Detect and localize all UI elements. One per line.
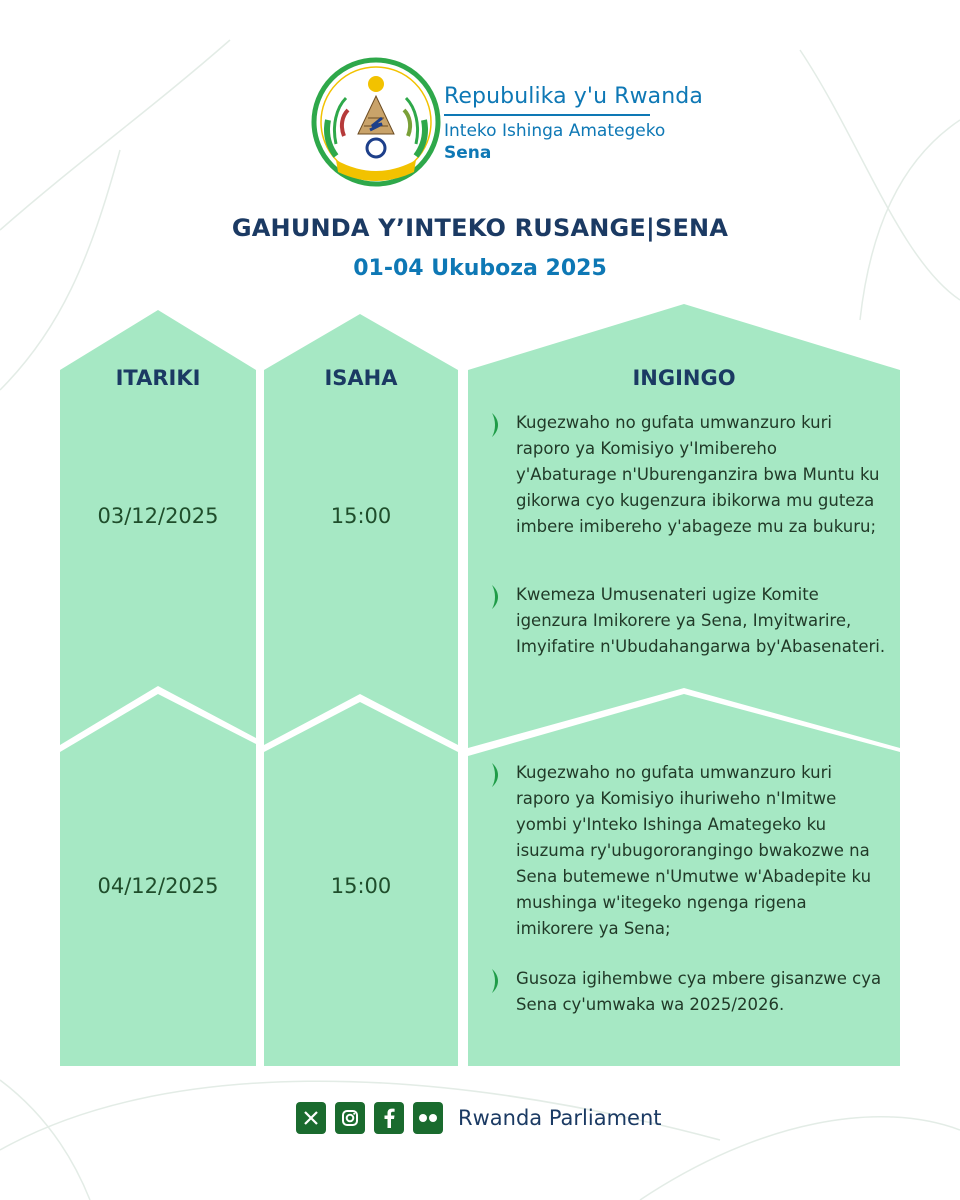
org-chamber: Sena — [444, 143, 492, 163]
row2-topics — [486, 760, 886, 1018]
row2-time: 15:00 — [330, 874, 392, 898]
org-country: Repubulika y'u Rwanda — [444, 84, 703, 109]
item-line: gikorwa cyo kugenzura ibikorwa mu guteza — [516, 491, 875, 510]
item-line: Kwemeza Umusenateri ugize Komite — [516, 585, 819, 604]
item-line: Sena cy'umwaka wa 2025/2026. — [516, 995, 785, 1014]
facebook-icon[interactable] — [374, 1102, 404, 1134]
leaf-bullet-icon — [488, 968, 502, 994]
item-line: Sena butemewe n'Umutwe w'Abadepite ku — [516, 867, 872, 886]
item-line: yombi y'Inteko Ishinga Amategeko ku — [516, 815, 827, 834]
row1-date: 03/12/2025 — [97, 504, 219, 528]
item-line: isuzuma ry'ubugororangingo bwakozwe na — [516, 841, 870, 860]
item-line: igenzura Imikorere ya Sena, Imyitwarire, — [516, 611, 852, 630]
column-header-topics: INGINGO — [632, 366, 736, 390]
x-icon[interactable] — [296, 1102, 326, 1134]
column-header-date: ITARIKI — [115, 366, 201, 390]
row2-date: 04/12/2025 — [97, 874, 219, 898]
list-item — [486, 410, 886, 540]
item-line: y'Abaturage n'Uburenganzira bwa Muntu ku — [516, 465, 880, 484]
instagram-icon[interactable] — [335, 1102, 365, 1134]
item-line: imikorere ya Sena; — [516, 919, 671, 938]
item-line: Kugezwaho no gufata umwanzuro kuri — [516, 763, 832, 782]
item-line: imbere imibereho y'abageze mu za bukuru; — [516, 517, 877, 536]
column-header-time: ISAHA — [324, 366, 398, 390]
leaf-bullet-icon — [488, 762, 502, 788]
footer-brand: Rwanda Parliament — [458, 1106, 662, 1130]
item-line: Imyifatire n'Ubudahangarwa by'Abasenateri. — [516, 637, 886, 656]
flickr-icon[interactable] — [413, 1102, 443, 1134]
list-item — [486, 966, 886, 1018]
item-line: raporo ya Komisiyo y'Imibereho — [516, 439, 777, 458]
item-line: mushinga w'itegeko ngenga rigena — [516, 893, 807, 912]
item-line: Kugezwaho no gufata umwanzuro kuri — [516, 413, 832, 432]
leaf-bullet-icon — [488, 584, 502, 610]
list-item — [486, 760, 886, 942]
leaf-bullet-icon — [488, 412, 502, 438]
social-footer — [296, 1102, 662, 1134]
item-line: raporo ya Komisiyo ihuriweho n'Imitwe — [516, 789, 837, 808]
row1-topics — [486, 410, 886, 660]
org-parliament: Inteko Ishinga Amategeko — [444, 121, 666, 141]
list-item — [486, 582, 886, 660]
item-line: Gusoza igihembwe cya mbere gisanzwe cya — [516, 969, 882, 988]
page-subtitle: 01-04 Ukuboza 2025 — [353, 256, 607, 281]
page-title: GAHUNDA Y’INTEKO RUSANGE|SENA — [231, 214, 729, 242]
row1-time: 15:00 — [330, 504, 392, 528]
